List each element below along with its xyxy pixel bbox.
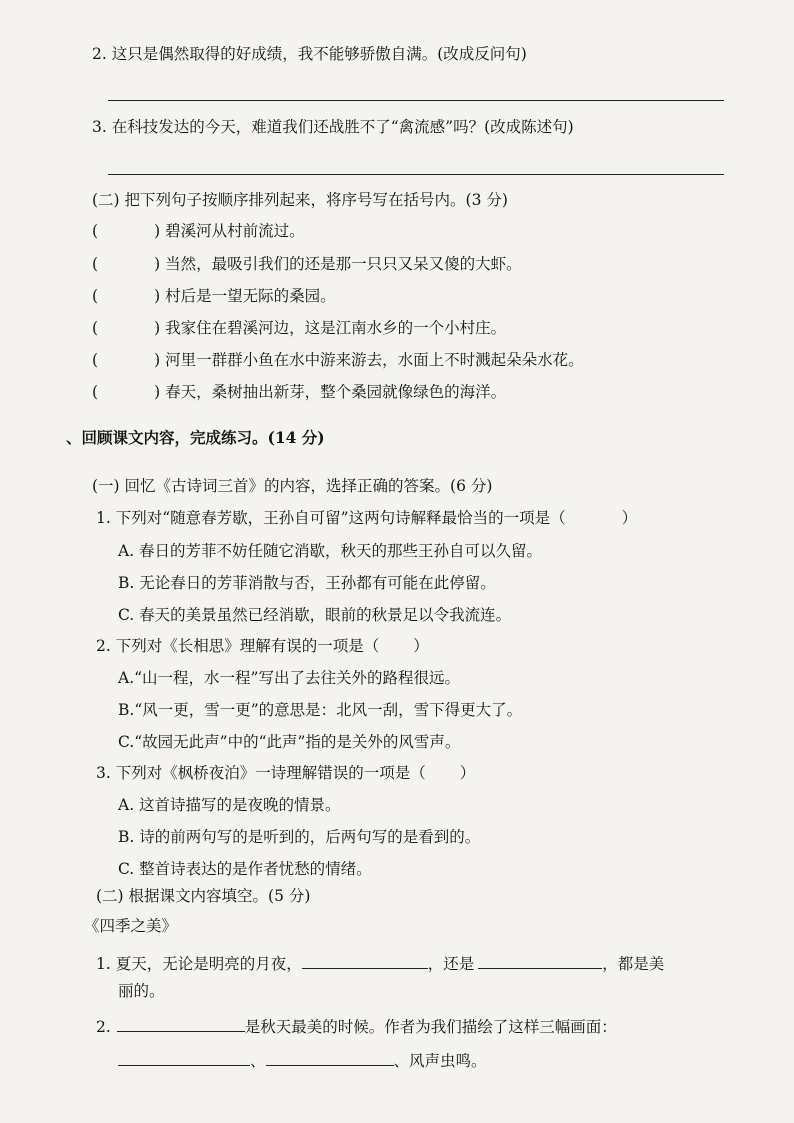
fill-blank[interactable]: [266, 1051, 394, 1066]
ordering-item-4: ( ) 我家住在碧溪河边，这是江南水乡的一个小村庄。: [92, 319, 507, 337]
ordering-item-5: ( ) 河里一群群小鱼在水中游来游去，水面上不时溅起朵朵水花。: [92, 351, 584, 369]
poem-q2-option-a: A.“山一程，水一程”写出了去往关外的路程很远。: [118, 669, 460, 687]
answer-line-q2[interactable]: [108, 100, 724, 101]
poem-q2-option-b: B.“风一更，雪一更”的意思是：北风一刮，雪下得更大了。: [118, 701, 523, 719]
fill-blank[interactable]: [478, 954, 602, 969]
fill-question-1: 1. 夏天，无论是明亮的月夜， ，还是 ，都是美: [96, 955, 665, 973]
fill-blank[interactable]: [302, 954, 428, 969]
poem-q1-option-c: C. 春天的美景虽然已经消歇，眼前的秋景足以令我流连。: [118, 606, 512, 624]
section-title: 、回顾课文内容，完成练习。(14 分): [66, 428, 325, 447]
poem-q1-option-a: A. 春日的芳菲不妨任随它消歇，秋天的那些王孙自可以久留。: [118, 542, 543, 560]
answer-paren[interactable]: ( ): [92, 351, 161, 369]
poem-question-3: 3. 下列对《枫桥夜泊》一诗理解错误的一项是（ ）: [96, 764, 476, 782]
rewrite-question-2: 2. 这只是偶然取得的好成绩，我不能够骄傲自满。(改成反问句): [92, 45, 527, 63]
poem-question-1: 1. 下列对“随意春芳歇，王孙自可留”这两句诗解释最恰当的一项是（ ）: [96, 509, 638, 527]
rewrite-question-3: 3. 在科技发达的今天，难道我们还战胜不了“禽流感”吗？(改成陈述句): [92, 118, 574, 136]
answer-paren[interactable]: ( ): [92, 255, 161, 273]
poem-q3-option-b: B. 诗的前两句写的是听到的，后两句写的是看到的。: [118, 828, 481, 846]
fill-blank[interactable]: [117, 1017, 245, 1032]
fill-question-2: 2. 是秋天最美的时候。作者为我们描绘了这样三幅画面：: [96, 1018, 617, 1036]
answer-paren[interactable]: ( ): [92, 287, 161, 305]
ordering-item-2: ( ) 当然，最吸引我们的还是那一只只又呆又傻的大虾。: [92, 255, 522, 273]
poem-q3-option-a: A. 这首诗描写的是夜晚的情景。: [118, 796, 341, 814]
ordering-item-6: ( ) 春天，桑树抽出新芽，整个桑园就像绿色的海洋。: [92, 383, 507, 401]
poem-q3-option-c: C. 整首诗表达的是作者忧愁的情绪。: [118, 860, 372, 878]
answer-line-q3[interactable]: [108, 174, 724, 175]
fill-text-title: 《四季之美》: [84, 917, 178, 935]
poem-question-2: 2. 下列对《长相思》理解有误的一项是（ ）: [96, 637, 429, 655]
answer-paren[interactable]: ( ): [92, 383, 161, 401]
ordering-heading: (二) 把下列句子按顺序排列起来，将序号写在括号内。(3 分): [92, 191, 508, 209]
fill-question-2-cont: 、 、风声虫鸣。: [118, 1051, 487, 1071]
poem-q2-option-c: C.“故园无此声”中的“此声”指的是关外的风雪声。: [118, 733, 461, 751]
poems-heading: (一) 回忆《古诗词三首》的内容，选择正确的答案。(6 分): [92, 477, 493, 495]
answer-paren[interactable]: ( ): [92, 319, 161, 337]
fill-heading: (二) 根据课文内容填空。(5 分): [96, 887, 311, 905]
answer-paren[interactable]: ( ): [92, 222, 161, 240]
ordering-item-1: ( ) 碧溪河从村前流过。: [92, 222, 305, 240]
ordering-item-3: ( ) 村后是一望无际的桑园。: [92, 287, 336, 305]
fill-blank[interactable]: [118, 1051, 250, 1066]
fill-question-1-cont: 丽的。: [118, 982, 165, 1000]
poem-q1-option-b: B. 无论春日的芳菲消散与否，王孙都有可能在此停留。: [118, 574, 496, 592]
